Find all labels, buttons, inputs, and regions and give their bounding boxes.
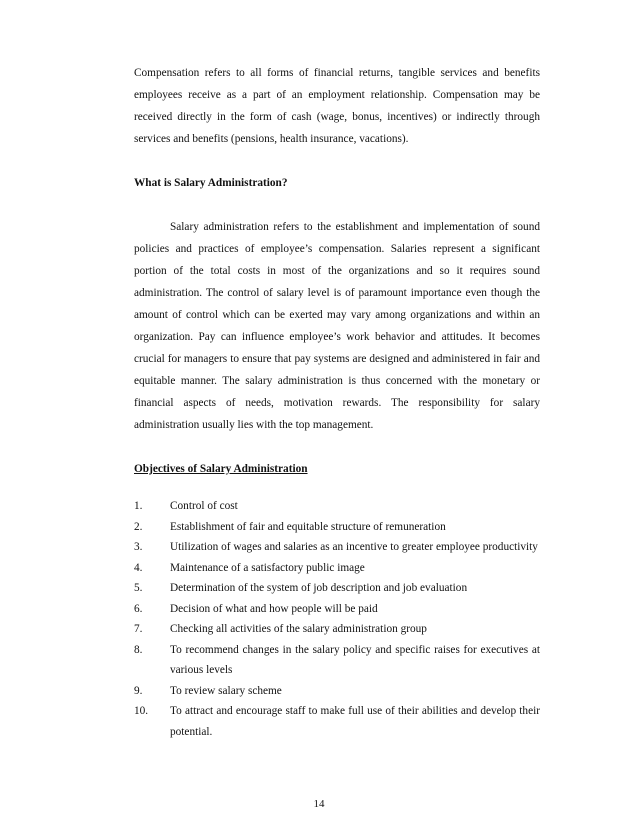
list-item-text: Utilization of wages and salaries as an incentive to greater employee productivity xyxy=(170,541,538,553)
list-item xyxy=(134,517,540,538)
list-item-number: 5. xyxy=(134,582,143,594)
list-item-number: 1. xyxy=(134,500,143,512)
list-item-text: Establishment of fair and equitable structure of remuneration xyxy=(170,520,446,533)
list-item-text: Control of cost xyxy=(170,500,238,512)
list-item xyxy=(134,619,540,640)
list-item-text: To attract and encourage staff to make full use of their abilities and develop their potential. xyxy=(170,705,540,738)
list-item xyxy=(134,537,540,558)
spacer xyxy=(134,150,540,172)
objectives-list xyxy=(134,496,540,742)
list-item-text: To recommend changes in the salary policy and specific raises for executives at various levels xyxy=(170,643,540,676)
list-item-text: To review salary scheme xyxy=(170,684,282,697)
salary-administration-paragraph: Salary administration refers to the establishment and implementation of sound policies and practices of employee’s compensation. Salaries represent a significant portion of the total costs in most of the organizations and so it requires sound administration. The control of salary level is of paramount importance even though the amount of control which can be exerted may vary among organizations and within an organization. Pay can influence employee’s work behavior and attitudes. It becomes crucial for managers to ensure that pay systems are designed and administered in fair and equitable manner. The salary administration is thus concerned with the monetary or financial aspects of needs, motivation rewards. The responsibility for salary administration usually lies with the top management. xyxy=(134,221,540,431)
list-item xyxy=(134,681,540,702)
spacer xyxy=(134,194,540,216)
list-item-number: 6. xyxy=(134,602,143,615)
list-item xyxy=(134,496,540,517)
list-item xyxy=(134,640,540,681)
list-item-number: 8. xyxy=(134,643,143,656)
list-item xyxy=(134,578,540,599)
list-item-number: 7. xyxy=(134,623,143,635)
list-item xyxy=(134,701,540,742)
list-item-text: Checking all activities of the salary administration group xyxy=(170,623,427,635)
list-item-number: 2. xyxy=(134,520,143,533)
spacer xyxy=(134,480,540,496)
section-heading-salary-administration: What is Salary Administration? xyxy=(134,177,288,189)
list-item-text: Maintenance of a satisfactory public image xyxy=(170,561,365,574)
list-item-text: Determination of the system of job description and job evaluation xyxy=(170,582,468,594)
list-item-number: 4. xyxy=(134,561,143,574)
list-item-number: 3. xyxy=(134,541,143,553)
list-item-number: 10. xyxy=(134,705,149,717)
list-item-text: Decision of what and how people will be paid xyxy=(170,602,378,615)
page-number: 14 xyxy=(313,798,325,810)
spacer xyxy=(134,436,540,458)
document-page xyxy=(134,62,540,742)
intro-paragraph: Compensation refers to all forms of financial returns, tangible services and benefits employees receive as a part of an employment relationship. Compensation may be received directly in the form of cash (wage, bonus, incentives) or indirectly through services and benefits (pensions, health insurance, vacations). xyxy=(134,67,540,145)
list-item xyxy=(134,599,540,620)
list-item xyxy=(134,558,540,579)
list-item-number: 9. xyxy=(134,684,143,697)
section-heading-objectives: Objectives of Salary Administration xyxy=(134,463,308,475)
